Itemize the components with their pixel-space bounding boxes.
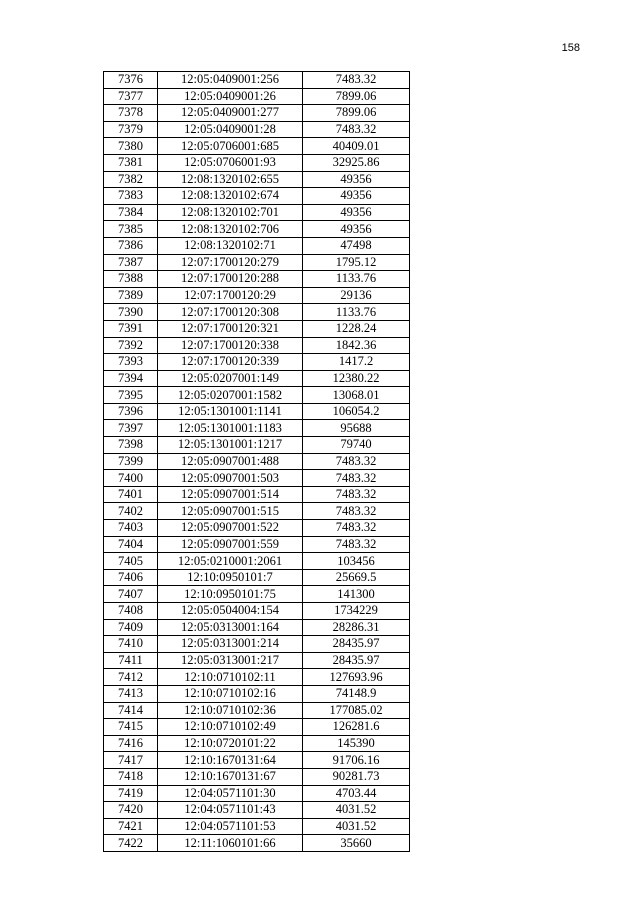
value-cell: 47498 <box>303 237 410 254</box>
cadastral-number-cell: 12:07:1700120:339 <box>158 354 303 371</box>
table-row <box>104 619 410 636</box>
row-number-cell: 7403 <box>104 520 158 537</box>
value-cell: 90281.73 <box>303 768 410 785</box>
table-row <box>104 72 410 89</box>
page-number: 158 <box>561 42 580 54</box>
table-row <box>104 271 410 288</box>
value-cell: 1842.36 <box>303 337 410 354</box>
table-row <box>104 486 410 503</box>
row-number-cell: 7420 <box>104 802 158 819</box>
value-cell: 126281.6 <box>303 719 410 736</box>
value-cell: 7483.32 <box>303 72 410 89</box>
cadastral-number-cell: 12:05:0706001:93 <box>158 154 303 171</box>
cadastral-number-cell: 12:05:0313001:217 <box>158 652 303 669</box>
cadastral-number-cell: 12:07:1700120:288 <box>158 271 303 288</box>
value-cell: 4031.52 <box>303 802 410 819</box>
table-row <box>104 752 410 769</box>
cadastral-number-cell: 12:05:0409001:28 <box>158 121 303 138</box>
cadastral-number-cell: 12:10:0710102:16 <box>158 685 303 702</box>
row-number-cell: 7396 <box>104 403 158 420</box>
cadastral-number-cell: 12:10:0710102:36 <box>158 702 303 719</box>
cadastral-number-cell: 12:07:1700120:321 <box>158 320 303 337</box>
cadastral-number-cell: 12:08:1320102:706 <box>158 221 303 238</box>
cadastral-number-cell: 12:05:1301001:1217 <box>158 437 303 454</box>
row-number-cell: 7393 <box>104 354 158 371</box>
row-number-cell: 7419 <box>104 785 158 802</box>
row-number-cell: 7406 <box>104 569 158 586</box>
value-cell: 177085.02 <box>303 702 410 719</box>
row-number-cell: 7404 <box>104 536 158 553</box>
value-cell: 49356 <box>303 171 410 188</box>
value-cell: 7483.32 <box>303 453 410 470</box>
cadastral-number-cell: 12:05:0409001:26 <box>158 88 303 105</box>
value-cell: 1133.76 <box>303 271 410 288</box>
row-number-cell: 7398 <box>104 437 158 454</box>
value-cell: 4703.44 <box>303 785 410 802</box>
table-row <box>104 437 410 454</box>
table-row <box>104 569 410 586</box>
row-number-cell: 7384 <box>104 204 158 221</box>
row-number-cell: 7422 <box>104 835 158 852</box>
value-cell: 40409.01 <box>303 138 410 155</box>
table-row <box>104 768 410 785</box>
cadastral-number-cell: 12:08:1320102:655 <box>158 171 303 188</box>
row-number-cell: 7389 <box>104 287 158 304</box>
row-number-cell: 7390 <box>104 304 158 321</box>
cadastral-number-cell: 12:08:1320102:674 <box>158 188 303 205</box>
row-number-cell: 7413 <box>104 685 158 702</box>
cadastral-number-cell: 12:10:1670131:64 <box>158 752 303 769</box>
value-cell: 7483.32 <box>303 121 410 138</box>
cadastral-number-cell: 12:07:1700120:308 <box>158 304 303 321</box>
value-cell: 95688 <box>303 420 410 437</box>
cadastral-number-cell: 12:05:0409001:277 <box>158 105 303 122</box>
cadastral-number-cell: 12:05:0210001:2061 <box>158 553 303 570</box>
table-row <box>104 221 410 238</box>
cadastral-number-cell: 12:04:0571101:30 <box>158 785 303 802</box>
value-cell: 28435.97 <box>303 652 410 669</box>
row-number-cell: 7392 <box>104 337 158 354</box>
cadastral-number-cell: 12:10:0710102:49 <box>158 719 303 736</box>
table-row <box>104 403 410 420</box>
table-row <box>104 785 410 802</box>
cadastral-number-cell: 12:05:0504004:154 <box>158 603 303 620</box>
value-cell: 1133.76 <box>303 304 410 321</box>
cadastral-number-cell: 12:05:0207001:149 <box>158 370 303 387</box>
value-cell: 145390 <box>303 735 410 752</box>
value-cell: 28286.31 <box>303 619 410 636</box>
row-number-cell: 7411 <box>104 652 158 669</box>
table-row <box>104 652 410 669</box>
row-number-cell: 7408 <box>104 603 158 620</box>
row-number-cell: 7416 <box>104 735 158 752</box>
table-row <box>104 685 410 702</box>
value-cell: 79740 <box>303 437 410 454</box>
row-number-cell: 7421 <box>104 818 158 835</box>
row-number-cell: 7381 <box>104 154 158 171</box>
table-row <box>104 121 410 138</box>
cadastral-number-cell: 12:05:0907001:503 <box>158 470 303 487</box>
value-cell: 49356 <box>303 188 410 205</box>
row-number-cell: 7385 <box>104 221 158 238</box>
cadastral-number-cell: 12:10:0720101:22 <box>158 735 303 752</box>
value-cell: 7483.32 <box>303 486 410 503</box>
table-row <box>104 818 410 835</box>
value-cell: 127693.96 <box>303 669 410 686</box>
row-number-cell: 7415 <box>104 719 158 736</box>
cadastral-number-cell: 12:05:1301001:1183 <box>158 420 303 437</box>
row-number-cell: 7410 <box>104 636 158 653</box>
row-number-cell: 7401 <box>104 486 158 503</box>
value-cell: 12380.22 <box>303 370 410 387</box>
table-row <box>104 802 410 819</box>
cadastral-number-cell: 12:05:0907001:514 <box>158 486 303 503</box>
table-row <box>104 702 410 719</box>
value-cell: 1417.2 <box>303 354 410 371</box>
value-cell: 7483.32 <box>303 536 410 553</box>
row-number-cell: 7400 <box>104 470 158 487</box>
table-row <box>104 603 410 620</box>
row-number-cell: 7379 <box>104 121 158 138</box>
row-number-cell: 7394 <box>104 370 158 387</box>
value-cell: 103456 <box>303 553 410 570</box>
row-number-cell: 7382 <box>104 171 158 188</box>
value-cell: 13068.01 <box>303 387 410 404</box>
cadastral-number-cell: 12:05:0907001:522 <box>158 520 303 537</box>
value-cell: 49356 <box>303 204 410 221</box>
row-number-cell: 7402 <box>104 503 158 520</box>
value-cell: 1734229 <box>303 603 410 620</box>
value-cell: 7899.06 <box>303 105 410 122</box>
table-row <box>104 470 410 487</box>
cadastral-number-cell: 12:08:1320102:71 <box>158 237 303 254</box>
row-number-cell: 7380 <box>104 138 158 155</box>
table-row <box>104 669 410 686</box>
table-row <box>104 387 410 404</box>
table-row <box>104 586 410 603</box>
table-row <box>104 304 410 321</box>
cadastral-number-cell: 12:10:0950101:75 <box>158 586 303 603</box>
value-cell: 106054.2 <box>303 403 410 420</box>
row-number-cell: 7391 <box>104 320 158 337</box>
cadastral-number-cell: 12:10:0710102:11 <box>158 669 303 686</box>
cadastral-number-cell: 12:11:1060101:66 <box>158 835 303 852</box>
table-row <box>104 337 410 354</box>
value-cell: 7483.32 <box>303 503 410 520</box>
row-number-cell: 7376 <box>104 72 158 89</box>
value-cell: 32925.86 <box>303 154 410 171</box>
value-cell: 91706.16 <box>303 752 410 769</box>
table-row <box>104 735 410 752</box>
row-number-cell: 7386 <box>104 237 158 254</box>
table-row <box>104 453 410 470</box>
value-cell: 7483.32 <box>303 520 410 537</box>
row-number-cell: 7395 <box>104 387 158 404</box>
value-cell: 74148.9 <box>303 685 410 702</box>
table-row <box>104 188 410 205</box>
table-row <box>104 287 410 304</box>
table-row <box>104 254 410 271</box>
value-cell: 28435.97 <box>303 636 410 653</box>
row-number-cell: 7397 <box>104 420 158 437</box>
value-cell: 49356 <box>303 221 410 238</box>
table-row <box>104 835 410 852</box>
cadastral-number-cell: 12:05:0207001:1582 <box>158 387 303 404</box>
cadastral-number-cell: 12:05:0706001:685 <box>158 138 303 155</box>
cadastral-number-cell: 12:10:1670131:67 <box>158 768 303 785</box>
table-row <box>104 354 410 371</box>
table-row <box>104 420 410 437</box>
table-row <box>104 503 410 520</box>
table-row <box>104 553 410 570</box>
cadastral-number-cell: 12:05:0907001:488 <box>158 453 303 470</box>
row-number-cell: 7409 <box>104 619 158 636</box>
value-cell: 7483.32 <box>303 470 410 487</box>
row-number-cell: 7378 <box>104 105 158 122</box>
row-number-cell: 7399 <box>104 453 158 470</box>
cadastral-number-cell: 12:04:0571101:43 <box>158 802 303 819</box>
row-number-cell: 7412 <box>104 669 158 686</box>
value-cell: 1228.24 <box>303 320 410 337</box>
cadastral-number-cell: 12:07:1700120:29 <box>158 287 303 304</box>
table-row <box>104 636 410 653</box>
table-row <box>104 105 410 122</box>
table-row <box>104 138 410 155</box>
row-number-cell: 7388 <box>104 271 158 288</box>
cadastral-number-cell: 12:05:0313001:164 <box>158 619 303 636</box>
value-cell: 7899.06 <box>303 88 410 105</box>
table-row <box>104 536 410 553</box>
cadastral-number-cell: 12:10:0950101:7 <box>158 569 303 586</box>
table-row <box>104 88 410 105</box>
cadastral-number-cell: 12:07:1700120:279 <box>158 254 303 271</box>
table-row <box>104 719 410 736</box>
row-number-cell: 7417 <box>104 752 158 769</box>
value-cell: 35660 <box>303 835 410 852</box>
row-number-cell: 7377 <box>104 88 158 105</box>
table-row <box>104 237 410 254</box>
row-number-cell: 7414 <box>104 702 158 719</box>
value-cell: 4031.52 <box>303 818 410 835</box>
value-cell: 25669.5 <box>303 569 410 586</box>
row-number-cell: 7418 <box>104 768 158 785</box>
table-row <box>104 154 410 171</box>
value-cell: 1795.12 <box>303 254 410 271</box>
cadastral-number-cell: 12:05:0907001:559 <box>158 536 303 553</box>
cadastral-number-cell: 12:04:0571101:53 <box>158 818 303 835</box>
value-cell: 29136 <box>303 287 410 304</box>
table-row <box>104 320 410 337</box>
table-row <box>104 204 410 221</box>
row-number-cell: 7407 <box>104 586 158 603</box>
row-number-cell: 7387 <box>104 254 158 271</box>
value-cell: 141300 <box>303 586 410 603</box>
table-row <box>104 520 410 537</box>
cadastral-number-cell: 12:05:0313001:214 <box>158 636 303 653</box>
cadastral-number-cell: 12:05:0409001:256 <box>158 72 303 89</box>
table-body <box>104 72 410 852</box>
data-table <box>103 71 410 852</box>
table-row <box>104 370 410 387</box>
cadastral-number-cell: 12:07:1700120:338 <box>158 337 303 354</box>
cadastral-number-cell: 12:08:1320102:701 <box>158 204 303 221</box>
table-row <box>104 171 410 188</box>
row-number-cell: 7383 <box>104 188 158 205</box>
cadastral-number-cell: 12:05:1301001:1141 <box>158 403 303 420</box>
row-number-cell: 7405 <box>104 553 158 570</box>
cadastral-number-cell: 12:05:0907001:515 <box>158 503 303 520</box>
